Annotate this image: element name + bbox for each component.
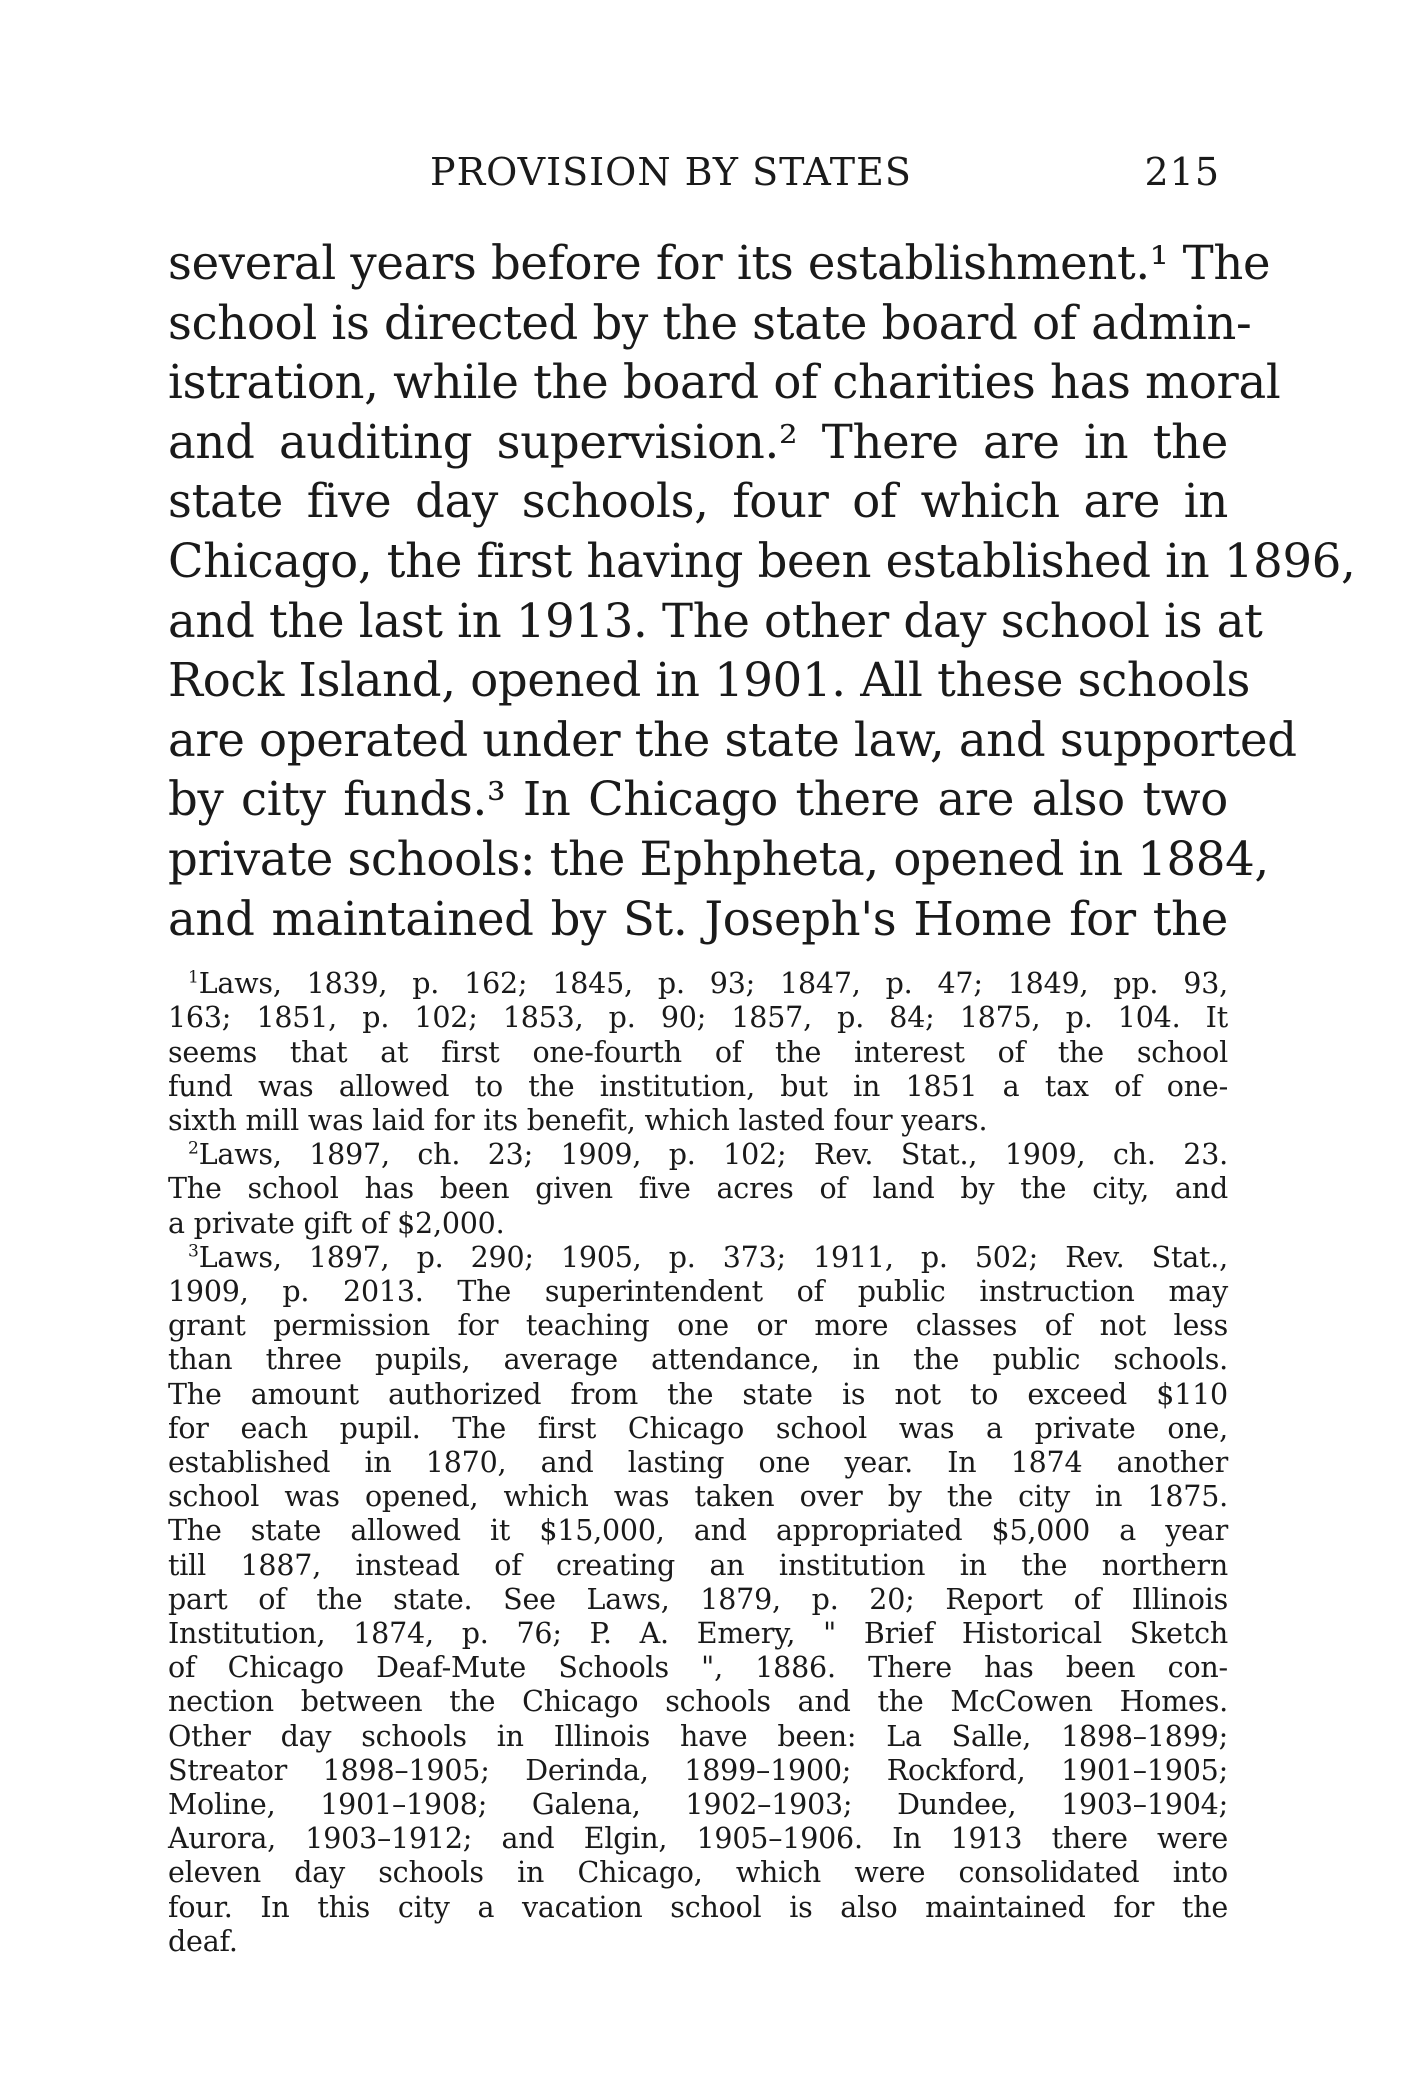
footnotes — [168, 967, 1228, 1959]
footnote-line: four. In this city a vacation school is also maintained for the — [168, 1890, 1228, 1924]
body-line: by city funds.³ In Chicago there are also two — [168, 772, 1228, 827]
body-line: several years before for its establishment.¹ The — [168, 236, 1271, 290]
footnote-line: Moline, 1901–1908; Galena, 1902–1903; Dundee, 1903–1904; — [168, 1788, 1228, 1821]
footnote-line: nection between the Chicago schools and the McCowen Homes. — [168, 1685, 1228, 1719]
body-line: Rock Island, opened in 1901. All these schools — [168, 653, 1251, 708]
footnote-line: school was opened, which was taken over by the city in 1875. — [168, 1480, 1228, 1514]
body-line: private schools: the Ephpheta, opened in 1884, — [168, 831, 1269, 886]
footnote-line: grant permission for teaching one or more classes of not less — [168, 1309, 1228, 1343]
footnote-1 — [168, 967, 1228, 1138]
page-number: 215 — [1144, 150, 1220, 194]
footnote-line: for each pupil. The first Chicago school was a private one, — [168, 1411, 1228, 1445]
footnote-line: a private gift of $2,000. — [168, 1206, 505, 1240]
body-line: and maintained by St. Joseph's Home for the — [168, 891, 1228, 946]
body-line: and auditing supervision.² There are in the — [168, 414, 1228, 469]
footnote-line: The state allowed it $15,000, and appropriated $5,000 a year — [168, 1514, 1228, 1548]
footnote-line — [168, 1241, 1228, 1275]
footnote-line: established in 1870, and lasting one year. In 1874 another — [168, 1445, 1228, 1479]
footnote-line: 1909, p. 2013. The superintendent of public instruction may — [168, 1274, 1228, 1308]
running-head-title: PROVISION BY STATES — [430, 150, 912, 194]
footnote-line-text: Laws, 1839, p. 162; 1845, p. 93; 1847, p. 47; 1849, pp. 93, — [198, 967, 1228, 1001]
footnote-line — [168, 967, 1228, 1001]
footnote-line: Aurora, 1903–1912; and Elgin, 1905–1906. In 1913 there were — [168, 1822, 1228, 1856]
footnote-2 — [168, 1138, 1228, 1241]
footnote-marker: 1 — [188, 967, 199, 988]
footnote-line: than three pupils, average attendance, in the public schools. — [168, 1343, 1228, 1377]
body-paragraph — [168, 234, 1356, 949]
footnote-line: Other day schools in Illinois have been: La Salle, 1898–1899; — [168, 1719, 1228, 1753]
body-line: and the last in 1913. The other day school is at — [168, 593, 1263, 648]
body-line: school is directed by the state board of admin- — [168, 295, 1252, 350]
footnote-marker: 3 — [188, 1241, 199, 1262]
footnote-line: sixth mill was laid for its benefit, which lasted four years. — [168, 1103, 988, 1137]
footnote-line: Streator 1898–1905; Derinda, 1899–1900; Rockford, 1901–1905; — [168, 1753, 1228, 1787]
body-line: istration, while the board of charities has moral — [168, 355, 1281, 410]
footnote-line: fund was allowed to the institution, but in 1851 a tax of one- — [168, 1069, 1228, 1103]
footnote-line: deaf. — [168, 1924, 238, 1958]
footnote-line-text: Laws, 1897, ch. 23; 1909, p. 102; Rev. Stat., 1909, ch. 23. — [198, 1138, 1228, 1172]
footnote-3 — [168, 1241, 1228, 1959]
footnote-line: part of the state. See Laws, 1879, p. 20; Report of Illinois — [168, 1582, 1228, 1616]
footnote-line — [168, 1138, 1228, 1172]
footnote-line: 163; 1851, p. 102; 1853, p. 90; 1857, p. 84; 1875, p. 104. It — [168, 1001, 1228, 1035]
running-head — [168, 150, 1228, 210]
footnote-line: of Chicago Deaf-Mute Schools ", 1886. There has been con- — [168, 1651, 1228, 1685]
footnote-line: eleven day schools in Chicago, which were consolidated into — [168, 1856, 1228, 1890]
footnote-line: The amount authorized from the state is not to exceed $110 — [168, 1377, 1228, 1411]
body-line: are operated under the state law, and supported — [168, 712, 1297, 767]
footnote-line: Institution, 1874, p. 76; P. A. Emery, " Brief Historical Sketch — [168, 1616, 1228, 1650]
footnote-line: till 1887, instead of creating an institution in the northern — [168, 1548, 1228, 1582]
body-line: state five day schools, four of which are in — [168, 474, 1228, 529]
footnote-marker: 2 — [188, 1138, 199, 1159]
footnote-line: seems that at first one-fourth of the interest of the school — [168, 1035, 1228, 1069]
book-page — [168, 150, 1356, 1959]
footnote-line: The school has been given five acres of land by the city, and — [168, 1172, 1228, 1206]
body-line: Chicago, the first having been established in 1896, — [168, 533, 1356, 588]
footnote-line-text: Laws, 1897, p. 290; 1905, p. 373; 1911, p. 502; Rev. Stat., — [198, 1240, 1228, 1274]
